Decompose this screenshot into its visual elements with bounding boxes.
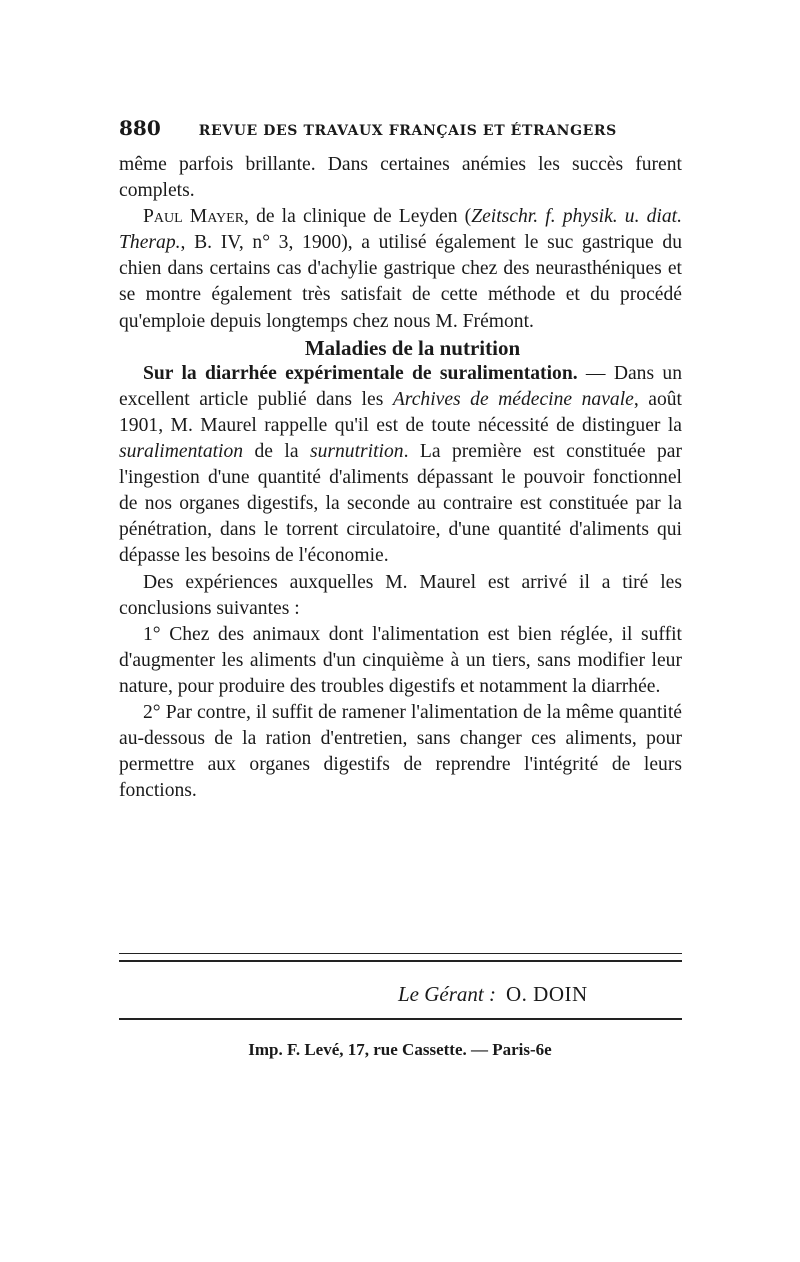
term-suralimentation: suralimentation (119, 441, 244, 463)
paragraph-text: de la (243, 441, 310, 463)
page-header (119, 116, 689, 140)
paragraph-diarrhee (119, 361, 682, 570)
paragraph-mayer (119, 204, 682, 334)
journal-citation: Archives de médecine navale (392, 388, 634, 410)
journal-citation: Zeitschr. f. physik. u. diat. Therap. (119, 206, 682, 254)
footer-rule (119, 1018, 682, 1020)
author-name: Paul Mayer (143, 206, 245, 228)
gerant-name: O. DOIN (506, 982, 588, 1006)
paragraph-text: — Dans un excellent article publié dans les (119, 362, 682, 410)
gerant-label: Le Gérant : (398, 982, 496, 1006)
paragraph-text: , août 1901, M. Maurel rappelle qu'il est de toute nécessité de distinguer la (119, 388, 682, 436)
paragraph-text: , B. IV, n° 3, 1900), a utilisé également le suc gastrique du chien dans certains cas d'achylie gastrique chez des neurasthéniques et se montre également très satisfait de cette méthode et du procédé qu'emploie depuis longtemps chez nous M. Frémont. (119, 232, 682, 332)
double-rule-divider (119, 953, 682, 962)
running-head: REVUE DES TRAVAUX FRANÇAIS ET ÉTRANGERS (198, 123, 617, 139)
paragraph-lead: Sur la diarrhée expérimentale de suralimentation. (143, 362, 578, 384)
paragraph-conclusion-2: 2° Par contre, il suffit de ramener l'alimentation de la même quantité au-dessous de la ration d'entretien, sans changer ces aliments, pour permettre aux organes digestifs de reprendre l'intégrité de leurs fonctions. (119, 701, 682, 802)
printer-imprint: Imp. F. Levé, 17, rue Cassette. — Paris-6e (248, 1040, 552, 1059)
paragraph-conclusion-1: 1° Chez des animaux dont l'alimentation est bien réglée, il suffit d'augmenter les aliments d'un cinquième à un tiers, sans modifier leur nature, pour produire des troubles digestifs et notamment la diarrhée. (119, 623, 682, 697)
page-number: 880 (119, 116, 161, 140)
paragraph-text: . La première est constituée par l'ingestion d'une quantité d'aliments dépassant le pouvoir fonctionnel de nos organes digestifs, la seconde au contraire est constituée par la pénétration, dans le torrent circulatoire, d'une quantité d'aliments qui dépasse les besoins de l'économie. (119, 441, 682, 567)
paragraph-text: , de la clinique de Leyden ( (244, 206, 472, 228)
paragraph-continuation: même parfois brillante. Dans certaines anémies les succès furent complets. (119, 154, 682, 202)
section-title: Maladies de la nutrition (304, 335, 521, 360)
body-text (119, 152, 682, 804)
paragraph-experiences: Des expériences auxquelles M. Maurel est arrivé il a tiré les conclusions suivantes : (119, 571, 682, 619)
gerant-signature (398, 982, 588, 1007)
term-surnutrition: surnutrition (309, 441, 404, 463)
